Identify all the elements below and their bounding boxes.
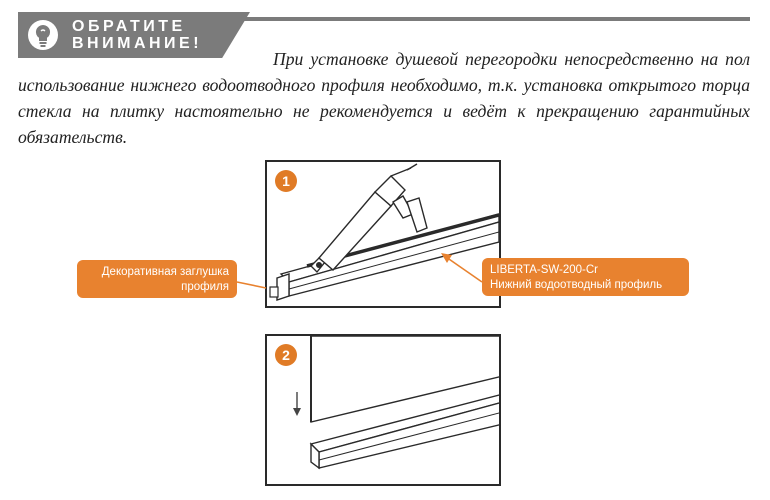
end-cap-callout [77, 260, 237, 298]
step-2-panel [265, 334, 501, 486]
badge-line-2: ВНИМАНИЕ! [72, 35, 203, 52]
end-cap-callout-line-2: профиля [181, 281, 229, 293]
step-1-illustration [267, 162, 501, 308]
step-2-illustration [267, 336, 501, 486]
left-callout-connector [237, 282, 266, 288]
end-cap-callout-line-1: Декоративная заглушка [101, 266, 229, 278]
profile-callout-line-1: LIBERTA-SW-200-Cr [490, 264, 598, 276]
notice-paragraph [18, 46, 750, 150]
step-1-panel [265, 160, 501, 308]
header-rule [218, 17, 750, 21]
down-arrow-icon [293, 408, 301, 416]
step-2-number: 2 [275, 344, 297, 366]
badge-line-1: ОБРАТИТЕ [72, 18, 186, 35]
end-cap [277, 274, 289, 300]
end-cap-tab [270, 287, 278, 297]
nozzle-tip [316, 262, 322, 268]
profile-callout [482, 258, 689, 296]
notice-text: При установке душевой перегородки непосредственно на пол использование нижнего водоотводного профиля необходимо, т.к. установка открытого торца стекла на плитку настоятельно не рекомендуется и ведёт к прекращению гарантийных обязательств. [18, 49, 750, 147]
step-1-number: 1 [275, 170, 297, 192]
profile-callout-line-2: Нижний водоотводный профиль [490, 279, 663, 291]
